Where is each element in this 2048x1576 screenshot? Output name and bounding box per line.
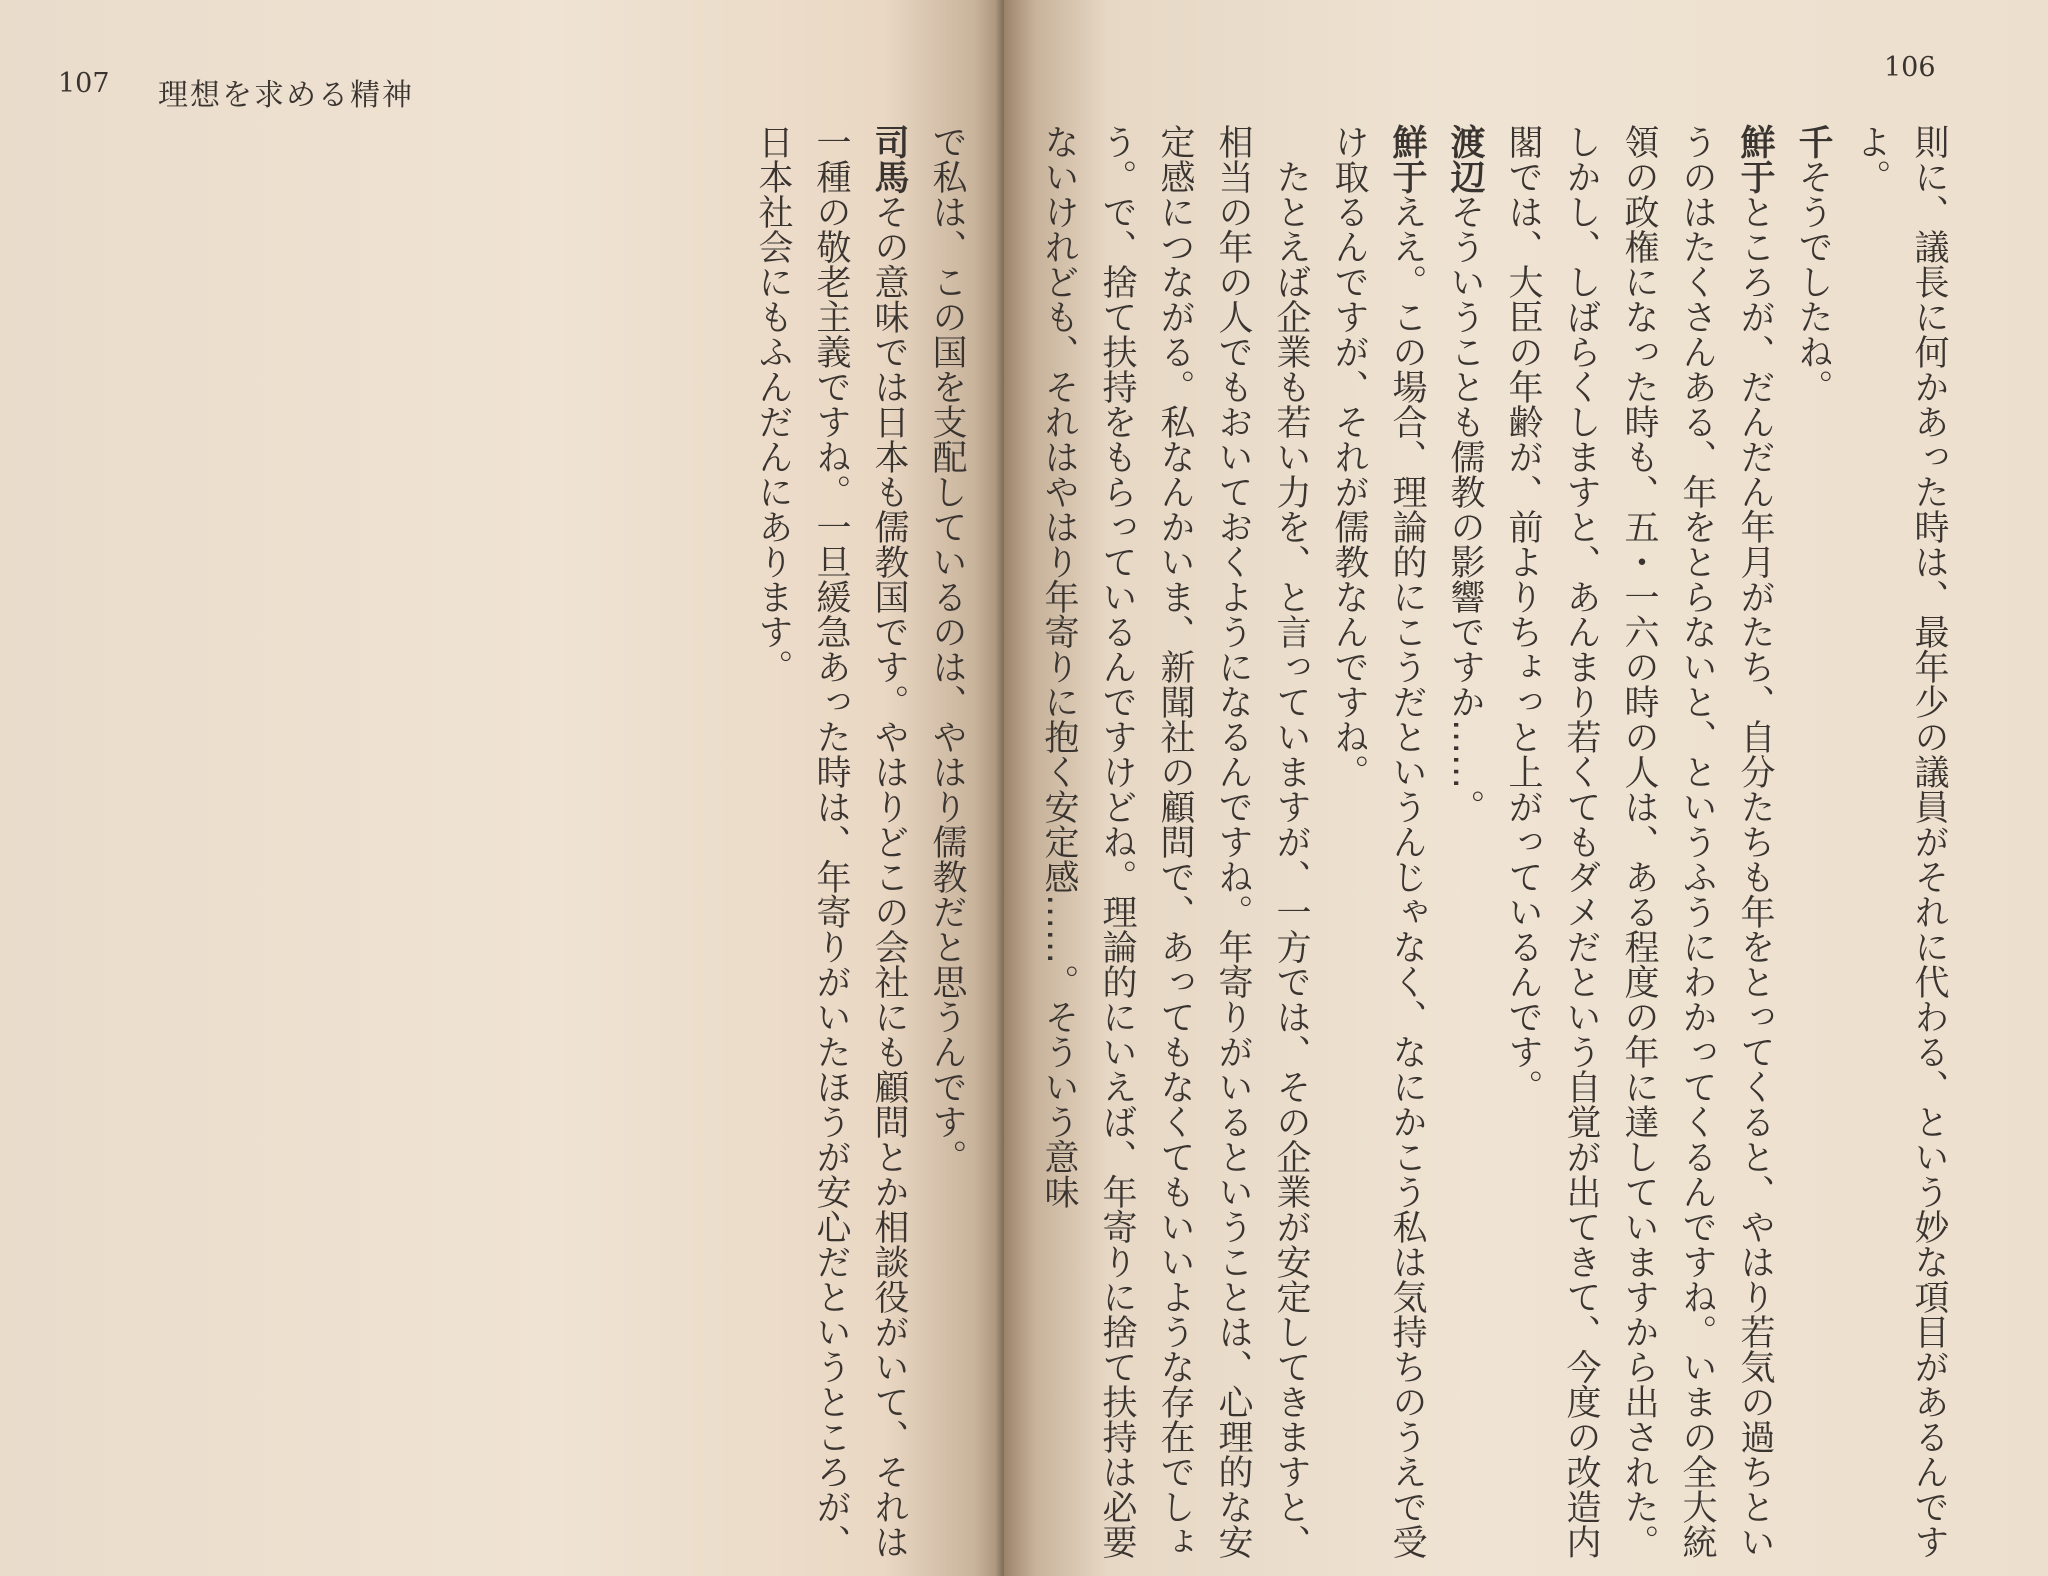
speaker-name: 鮮于 bbox=[1387, 124, 1427, 194]
running-head: 理想を求める精神 bbox=[158, 78, 414, 113]
page-number-107: 107 bbox=[58, 68, 110, 99]
right-page-text bbox=[1038, 124, 1958, 1564]
paragraph-text: その意味では日本も儒教国です。やはりどこの会社にも顧問とか相談役がいて、それは一種の敬老主義ですね。一旦緩急あった時は、年寄りがいたほうが安心だというところが、日本社会にもふんだんにあります。 bbox=[753, 124, 909, 1559]
speaker-name: 千 bbox=[1793, 124, 1833, 159]
speaker-name: 渡辺 bbox=[1445, 124, 1485, 194]
paragraph-text: 則に、議長に何かあった時は、最年少の議員がそれに代わる、という妙な項目があるんですよ。 bbox=[1851, 124, 1949, 1559]
left-page-text bbox=[726, 124, 976, 1564]
paragraph bbox=[918, 124, 976, 1564]
page-number-106: 106 bbox=[1884, 52, 1936, 83]
paragraph bbox=[1030, 124, 1320, 1564]
paragraph bbox=[1436, 124, 1494, 1564]
speaker-name: 鮮于 bbox=[1735, 124, 1775, 194]
paragraph-text: ええ。この場合、理論的にこうだというんじゃなく、なにかこう私は気持ちのうえで受け取るんですが、それが儒教なんですね。 bbox=[1329, 124, 1427, 1559]
speaker-name: 司馬 bbox=[869, 124, 909, 194]
paragraph-text: たとえば企業も若い力を、と言っていますが、一方では、その企業が安定してきますと、相当の年の人でもおいておくようになるんですね。年寄りがいるということは、心理的な安定感につながる。私なんかいま、新聞社の顧問で、あってもなくてもいいような存在でしょう。で、捨て扶持をもらっているんですけどね。理論的にいえば、年寄りに捨て扶持は必要ないけれども、それはやはり年寄りに抱く安定感……。そういう意味 bbox=[1039, 124, 1311, 1559]
paragraph-text: で私は、この国を支配しているのは、やはり儒教だと思うんです。 bbox=[927, 124, 967, 1174]
paragraph-text: ところが、だんだん年月がたち、自分たちも年をとってくると、やはり若気の過ちというのはたくさんある、年をとらないと、というふうにわかってくるんですね。いまの全大統領の政権になった時も、五・一六の時の人は、ある程度の年に達していますから出された。しかし、しばらくしますと、あんまり若くてもダメだという自覚が出てきて、今度の改造内閣では、大臣の年齢が、前よりちょっと上がっているんです。 bbox=[1503, 124, 1775, 1559]
paragraph-text: そうでしたね。 bbox=[1793, 159, 1833, 404]
paragraph bbox=[1784, 124, 1842, 1564]
paragraph bbox=[1320, 124, 1436, 1564]
left-page bbox=[0, 0, 1004, 1576]
paragraph bbox=[1842, 124, 1958, 1564]
paragraph bbox=[744, 124, 918, 1564]
paragraph bbox=[1494, 124, 1784, 1564]
paragraph-text: そういうことも儒教の影響ですか……。 bbox=[1445, 194, 1485, 824]
